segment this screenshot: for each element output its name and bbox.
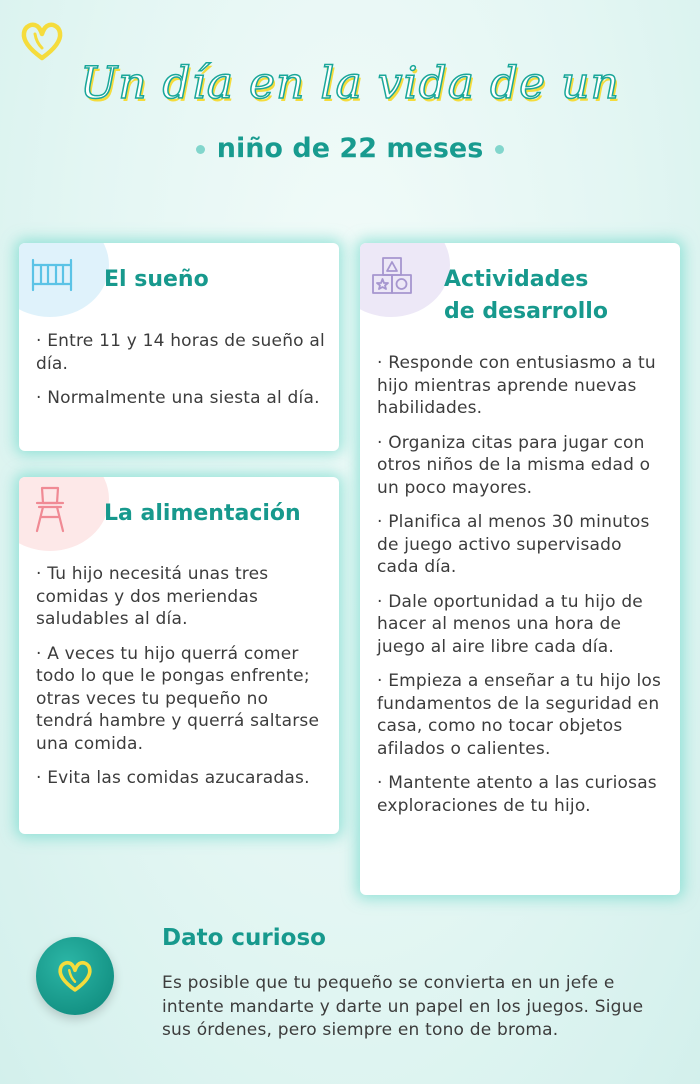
list-item: · Evita las comidas azucaradas. <box>36 768 310 788</box>
list-item: · Normalmente una siesta al día. <box>36 388 320 408</box>
activities-title-line2: de desarrollo <box>444 299 608 324</box>
fact-text: Es posible que tu pequeño se convierta en un jefe e intente mandarte y darte un papel en los juegos. Sigue sus órdenes, pero siempre en tono de broma. <box>162 973 644 1040</box>
fact-badge <box>36 937 114 1015</box>
food-card-title: La alimentación <box>104 501 301 526</box>
activities-title-line1: Actividades <box>444 267 589 292</box>
list-item: · Organiza citas para jugar con otros niños de la misma edad o un poco mayores. <box>377 432 651 498</box>
fact-title: Dato curioso <box>162 925 326 951</box>
activities-card <box>360 243 680 895</box>
list-item: · Dale oportunidad a tu hijo de hacer al menos una hora de juego al aire libre cada día. <box>377 591 643 657</box>
sleep-card-title: El sueño <box>104 267 209 292</box>
sleep-card-list <box>36 330 327 422</box>
page-subtitle <box>0 133 700 164</box>
food-card <box>19 477 339 834</box>
high-chair-icon <box>33 485 67 533</box>
list-item: · Responde con entusiasmo a tu hijo mientras aprende nuevas habilidades. <box>377 353 656 418</box>
page-title: Un día en la vida de un <box>80 58 620 109</box>
list-item: · A veces tu hijo querrá comer todo lo que le pongas enfrente; otras veces tu pequeño no tendrá hambre y querrá saltarse una comida. <box>36 643 320 754</box>
food-card-list <box>36 563 327 802</box>
subtitle-text: niño de 22 meses <box>216 133 484 164</box>
list-item: · Entre 11 y 14 horas de sueño al día. <box>36 331 325 374</box>
toy-blocks-icon <box>370 255 414 297</box>
dot-right-icon <box>495 145 504 154</box>
dot-left-icon <box>196 145 205 154</box>
list-item: · Empieza a enseñar a tu hijo los fundamentos de la seguridad en casa, como no tocar objetos afilados o calientes. <box>377 671 662 759</box>
list-item: · Tu hijo necesitá unas tres comidas y dos meriendas saludables al día. <box>36 564 269 629</box>
activities-card-list <box>377 352 668 829</box>
heart-badge-icon <box>57 958 93 994</box>
list-item: · Planifica al menos 30 minutos de juego activo supervisado cada día. <box>377 512 650 577</box>
list-item: · Mantente atento a las curiosas exploraciones de tu hijo. <box>377 773 657 816</box>
sleep-card <box>19 243 339 451</box>
heart-logo-icon <box>20 20 64 62</box>
activities-card-title <box>444 264 608 328</box>
crib-icon <box>30 257 74 293</box>
